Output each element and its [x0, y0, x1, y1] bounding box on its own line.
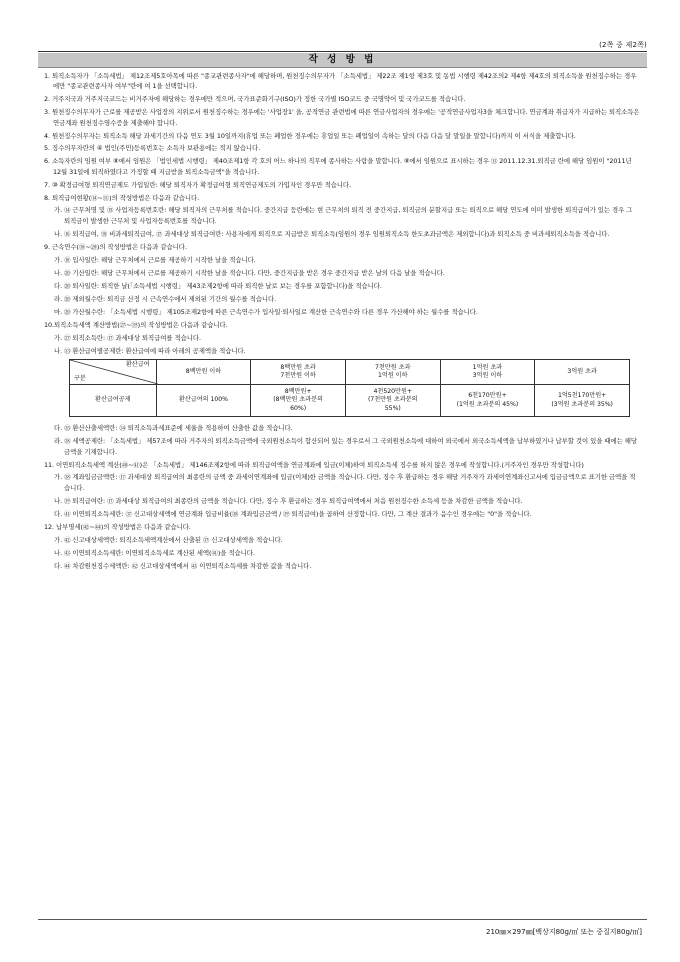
item-9-sub-b: 나. ⑳ 기산일란: 해당 근무처에서 근로를 제공하기 시작한 날을 적습니다. 다만, 중간지급을 받은 경우 중간지급 받은 날의 다음 날을 적습니다. [54, 268, 445, 277]
table-row-label: 환산급여공제 [70, 385, 157, 417]
table-cell: 6천170만원+ (1억원 초과분의 45%) [440, 385, 535, 417]
instruction-item-11: 11. 이연퇴직소득세액 계산(㊵~㊶)은 「소득세법」 제146조제2항에 따라 퇴직급여액을 연금계좌에 입금(이체)하여 퇴직소득세 징수를 하지 않은 경우에 작성합니다.(거주자인 경우만 작성합니다) [44, 460, 584, 469]
table-row [70, 385, 630, 417]
table-corner-cell [70, 360, 157, 385]
table-header-cell: 1억원 초과 3억원 이하 [440, 360, 535, 385]
table-cell: 환산급여의 100% [156, 385, 251, 417]
item-8-sub-b: 나. ⑯ 퇴직급여, ⑱ 비과세퇴직급여, ⑰ 과세대상 퇴직급여란: 사용자에게 퇴직으로 지급받은 퇴직소득(임원의 경우 임원퇴직소득 한도초과금액은 제외합니다)과 퇴직소득 중 비과세퇴직소득을 적습니다. [54, 229, 610, 238]
table-header-cell: 8백만원 초과 7천만원 이하 [251, 360, 346, 385]
item-10-sub-a: 가. ㉗ 퇴직소득란: ⑰ 과세대상 퇴직급여를 적습니다. [54, 333, 201, 342]
instruction-item-3: 3. 원천징수의무자가 근로를 제공받은 사업장의 지위로서 원천징수하는 경우에는 '사업장1' 을, 공적연금 관련법에 따른 연금사업자의 경우에는 '공적연금사업자3을 체크합니다. 연금계좌 취급자가 지급하는 퇴직소득은 연금계좌 원천징수영수증을 제출해야 합니다. [44, 108, 640, 127]
instruction-item-7: 7. ⑩ 확정급여형 퇴직연금제도 가입일란: 해당 퇴직자가 확정급여형 퇴직연금제도의 가입자인 경우만 적습니다. [44, 180, 351, 189]
item-12-sub-c: 다. ㊹ 차감원천징수세액란: ㊷ 신고대상세액에서 ㊸ 이연퇴직소득세를 차감한 값을 적습니다. [54, 561, 312, 570]
table-header-row [70, 360, 630, 385]
table-header-cell: 7천만원 초과 1억원 이하 [345, 360, 440, 385]
item-12-sub-a: 가. ㊷ 신고대상세액란: 퇴직소득세액계산에서 산출된 ㊲ 신고대상세액을 적습니다. [54, 535, 283, 544]
corner-top-label: 환산급여 [125, 361, 150, 369]
instruction-item-12: 12. 납부명세(㊷~㊹)의 작성방법은 다음과 같습니다. [44, 522, 191, 531]
instruction-item-2: 2. 거주지국과 거주지국코드는 비거주자에 해당하는 경우에만 적으며, 국가표준화기구(ISO)가 정한 국가별 ISO코드 중 국명약어 및 국가코드를 적습니다. [44, 95, 466, 104]
paper-spec-footer: 210㎜×297㎜[백상지80g/㎡ 또는 중질지80g/㎡] [485, 928, 642, 936]
instruction-item-1: 1. 퇴직소득자가 「소득세법」 제12조제5호아목에 따른 "종교관련종사자"에 해당하며, 원천징수의무자가 「소득세법」 제22조 제1항 제3호 및 동법 시행령 제42조의2 제4항 제4호의 퇴직소득을 원천징수하는 경우에만 "종교관련종사자 여부"란에 여 1을 선택합니다. [44, 72, 637, 91]
item-11-sub-c: 다. ㊶ 이연퇴직소득세란: ㊲ 신고대상세액에 연금계좌 입금비율(㊳ 계좌입금금액 / ㊴ 퇴직급여)을 곱하여 산정합니다. 다만, 그 계산 결과가 음수인 경우에는 "0"을 적습니다. [54, 509, 532, 518]
conversion-deduction-table [69, 359, 630, 417]
table-header-cell: 8백만원 이하 [156, 360, 251, 385]
item-9-sub-c: 다. ⑳ 퇴사일란: 퇴직한 날(「소득세법 시행령」 제43조제2항에 따라 퇴직한 날로 보는 경우를 포함합니다)을 적습니다. [54, 281, 382, 290]
item-11-sub-a: 가. ㊳ 계좌입금금액란: ⑰ 과세대상 퇴직급여의 최종란의 금액 중 과세이연계좌에 입금(이체)한 금액을 적습니다. 다만, 징수 후 환급하는 경우 해당 거주자가 과세이연계좌신고서에 입금금액으로 표기한 금액을 적습니다. [54, 473, 636, 492]
item-9-sub-e: 마. ⑳ 가산월수란: 「소득세법 시행령」 제105조제2항에 따른 근속연수가 입사일·퇴사일로 계산한 근속연수와 다른 경우 가산해야 하는 월수를 적습니다. [54, 307, 478, 316]
item-10-sub-d: 라. ㊳ 세액공제란: 「소득세법」 제57조에 따라 거주자의 퇴직소득금액에 국외원천소득이 합산되어 있는 경우로서 그 국외원천소득에 대하여 외국에서 외국소득세액을 납부하였거나 납부할 것이 있을 때에는 해당 금액을 기재합니다. [54, 437, 637, 456]
instructions-body [44, 71, 640, 574]
instruction-item-8: 8. 퇴직급여현황(⑭~⑪)의 작성방법은 다음과 같습니다. [44, 193, 200, 202]
instruction-item-4: 4. 원천징수의무자는 퇴직소득 해당 과세기간의 다음 연도 3월 10일까지(휴업 또는 폐업한 경우에는 휴업일 또는 폐업일이 속하는 달의 다음 다음 달 말일을 말합니다)까지 이 서식을 제출합니다. [44, 131, 576, 140]
table-cell: 4천520만원+ (7천만원 초과분의 55%) [345, 385, 440, 417]
item-9-sub-a: 가. ⑱ 입사일란: 해당 근무처에서 근로를 제공하기 시작한 날을 적습니다. [54, 255, 256, 264]
corner-bottom-label: 구분 [74, 374, 86, 382]
item-10-sub-b: 나. ㉝ 환산급여별공제란: 환산급여에 따라 아래의 공제액을 적습니다. [54, 346, 246, 355]
item-11-sub-b: 나. ㊴ 퇴직급여란: ⑰ 과세대상 퇴직급여의 최종란의 금액을 적습니다. 다만, 징수 후 환급하는 경우 퇴직급여액에서 처음 원천징수한 소득세 등을 차감한 금액을 적습니다. [54, 496, 523, 505]
table-header-cell: 3억원 초과 [535, 360, 630, 385]
table-cell: 1억5천170만원+ (3억원 초과분의 35%) [535, 385, 630, 417]
bottom-rule [38, 919, 647, 920]
item-12-sub-b: 나. ㊸ 이연퇴직소득세란: 이연퇴직소득세로 계산된 세액(㊶)을 적습니다. [54, 548, 255, 557]
table-cell: 8백만원+ (8백만원 초과분의 60%) [251, 385, 346, 417]
section-title: 작 성 방 법 [38, 53, 647, 68]
item-9-sub-d: 라. ⑳ 제외월수란: 퇴직금 산정 시 근속연수에서 제외된 기간의 월수를 적습니다. [54, 294, 277, 303]
page-info: (2쪽 중 제2쪽) [599, 41, 647, 49]
item-8-sub-a: 가. ⑭ 근무처명 및 ⑮ 사업자등록번호란: 해당 퇴직자의 근무처를 적습니다. 중간지급 등란에는 현 근무처의 퇴직 전 중간지급, 퇴직금의 분할지급 또는 퇴직으로 해당 연도에 이미 발생한 퇴직급여가 있는 경우 그 퇴직금이 발생한 근무처 및 사업자등록번호를 적습니다. [54, 206, 633, 225]
instruction-item-6: 6. 소득자란의 임원 여부 ⑧에서 임원은 「법인세법 시행령」 제40조제1항 각 호의 어느 하나의 직무에 종사하는 사람을 말합니다. ⑧에서 임원으로 표시하는 경우 ⑪ 2011.12.31.퇴직금 란에 해당 임원이 "2011년 12월 31일에 퇴직하였다고 가정할 때 지급받을 퇴직소득금액"을 적습니다. [44, 157, 632, 176]
instruction-item-10: 10.퇴직소득세액 계산방법(㉗~㊴)의 작성방법은 다음과 같습니다. [44, 320, 228, 329]
top-rule [38, 51, 647, 52]
item-10-sub-c: 다. ㉟ 환산산출세액란: ㉞ 퇴직소득과세표준에 세율을 적용하여 산출한 값을 적습니다. [54, 424, 293, 433]
instruction-item-9: 9. 근속연수(⑱~⑳)의 작성방법은 다음과 같습니다. [44, 242, 187, 251]
instruction-item-5: 5. 징수의무자란의 ④ 법인(주민)등록번호는 소득자 보관용에는 적지 않습니다. [44, 144, 261, 153]
